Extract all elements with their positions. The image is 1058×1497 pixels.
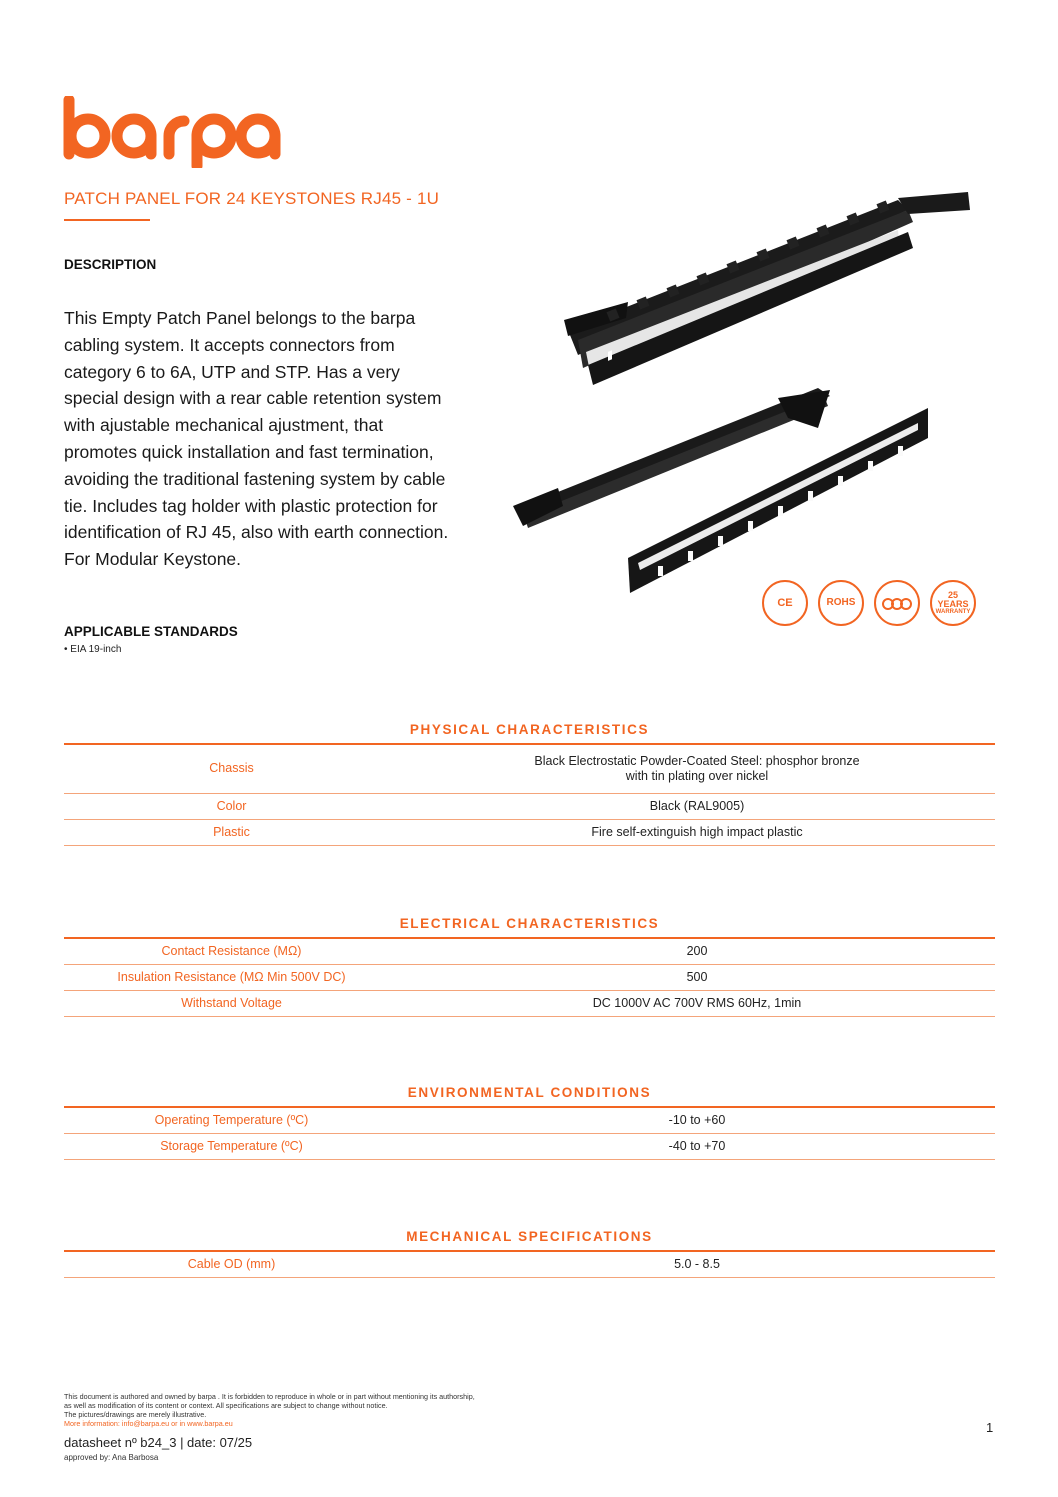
title-underline xyxy=(64,219,150,221)
document-title: PATCH PANEL FOR 24 KEYSTONES RJ45 - 1U xyxy=(64,189,440,208)
page-number: 1 xyxy=(986,1420,994,1435)
mechanical-table xyxy=(64,1252,995,1278)
table-row xyxy=(64,1108,995,1134)
description-text: This Empty Patch Panel belongs to the barpa cabling system. It accepts connectors from category 6 to 6A, UTP and STP. Has a very special design with a rear cable retention system with ajustable mechanical ajustment, that promotes quick installation and fast termination, avoiding the traditional fastening system by cable tie. Includes tag holder with plastic protection for identification of RJ 45, also with earth connection. For Modular Keystone. xyxy=(64,308,449,570)
description-heading: DESCRIPTION xyxy=(64,257,157,272)
legal-line: The pictures/drawings are merely illustrative. xyxy=(64,1410,207,1419)
legal-line: as well as modification of its content or context. All specifications are subject to change without notice. xyxy=(64,1401,388,1410)
environmental-table xyxy=(64,1108,995,1160)
approved-by: approved by: Ana Barbosa xyxy=(64,1453,159,1462)
barpa-logo xyxy=(62,96,288,168)
spec-value: Black (RAL9005) xyxy=(399,793,995,819)
ce-badge-icon xyxy=(762,580,808,626)
ce-badge-label: CE xyxy=(777,596,793,609)
spec-key: Storage Temperature (ºC) xyxy=(64,1134,399,1160)
table-row xyxy=(64,745,995,793)
table-row xyxy=(64,1252,995,1278)
mechanical-specifications-title: MECHANICAL SPECIFICATIONS xyxy=(406,1229,653,1244)
footer-legal xyxy=(64,1392,475,1428)
electrical-characteristics-title: ELECTRICAL CHARACTERISTICS xyxy=(399,916,660,931)
physical-table xyxy=(64,745,995,846)
rohs-badge-label: ROHS xyxy=(826,597,856,608)
spec-key: Insulation Resistance (MΩ Min 500V DC) xyxy=(64,965,399,991)
certification-badges xyxy=(762,580,1002,636)
spec-value xyxy=(399,745,995,793)
datasheet-info: datasheet nº b24_3 | date: 07/25 xyxy=(64,1435,253,1450)
spec-value: -10 to +60 xyxy=(399,1108,995,1134)
warranty-badge-icon xyxy=(930,580,976,626)
standard-item: • EIA 19-inch xyxy=(64,644,122,655)
spec-value: 500 xyxy=(399,965,995,991)
spec-key: Cable OD (mm) xyxy=(64,1252,399,1278)
legal-line: This document is authored and owned by barpa . It is forbidden to reproduce in whole or in part without mentioning its authorship, xyxy=(64,1392,475,1401)
recycle-badge-icon xyxy=(874,580,920,626)
electrical-table xyxy=(64,939,995,1017)
spec-value: DC 1000V AC 700V RMS 60Hz, 1min xyxy=(399,991,995,1017)
table-row xyxy=(64,1134,995,1160)
spec-key: Withstand Voltage xyxy=(64,991,399,1017)
spec-value: 200 xyxy=(399,939,995,965)
warranty-label: WARRANTY xyxy=(935,609,971,615)
warranty-number: 25 xyxy=(947,590,958,600)
spec-key: Plastic xyxy=(64,819,399,845)
standards-heading: APPLICABLE STANDARDS xyxy=(64,624,238,639)
spec-value: -40 to +70 xyxy=(399,1134,995,1160)
spec-key: Color xyxy=(64,793,399,819)
table-row xyxy=(64,939,995,965)
table-row xyxy=(64,819,995,845)
patch-panel-product-image xyxy=(508,178,1008,618)
table-row xyxy=(64,965,995,991)
environmental-conditions-title: ENVIRONMENTAL CONDITIONS xyxy=(407,1085,652,1100)
spec-key: Contact Resistance (MΩ) xyxy=(64,939,399,965)
spec-value-line: Black Electrostatic Powder-Coated Steel: phosphor bronze xyxy=(534,753,860,768)
warranty-years: YEARS xyxy=(937,599,969,609)
spec-value: Fire self-extinguish high impact plastic xyxy=(399,819,995,845)
physical-characteristics-section xyxy=(64,722,995,846)
contact-info: More information: info@barpa.eu or in www.barpa.eu xyxy=(64,1419,233,1428)
table-row xyxy=(64,793,995,819)
spec-key: Operating Temperature (ºC) xyxy=(64,1108,399,1134)
spec-value: 5.0 - 8.5 xyxy=(399,1252,995,1278)
spec-value-line: with tin plating over nickel xyxy=(625,768,769,783)
physical-characteristics-title: PHYSICAL CHARACTERISTICS xyxy=(409,722,650,737)
electrical-characteristics-section xyxy=(64,916,995,1017)
spec-key: Chassis xyxy=(64,745,399,793)
mechanical-specifications-section xyxy=(64,1229,995,1278)
rohs-badge-icon xyxy=(818,580,864,626)
environmental-conditions-section xyxy=(64,1085,995,1160)
table-row xyxy=(64,991,995,1017)
